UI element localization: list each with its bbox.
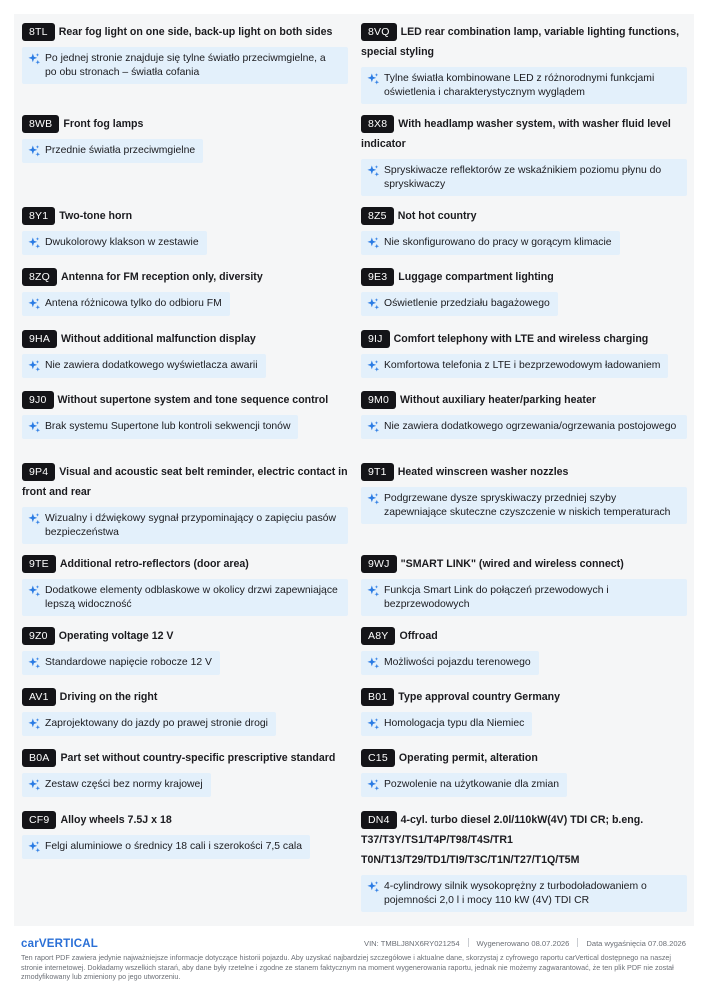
vin-text: VIN: TMBLJ8NX6RY021254 (364, 939, 460, 948)
sparkle-icon (27, 52, 41, 66)
equipment-item (22, 748, 348, 797)
equipment-item (361, 687, 687, 736)
equipment-code-badge: CF9 (22, 811, 56, 829)
equipment-code-badge: 8VQ (361, 23, 397, 41)
equipment-description-text: Zestaw części bez normy krajowej (45, 779, 203, 790)
equipment-description (361, 292, 558, 316)
equipment-title-row (22, 748, 348, 768)
equipment-title: Visual and acoustic seat belt reminder, electric contact in front and rear (22, 466, 348, 498)
equipment-title: Comfort telephony with LTE and wireless charging (393, 333, 649, 345)
sparkle-icon (366, 164, 380, 178)
sparkle-icon (27, 236, 41, 250)
equipment-description (361, 712, 532, 736)
equipment-title: Luggage compartment lighting (398, 271, 554, 283)
equipment-code-badge: B01 (361, 688, 394, 706)
equipment-description-text: Wizualny i dźwiękowy sygnał przypominający o zapięciu pasów bezpieczeństwa (45, 513, 337, 538)
equipment-title-row (361, 462, 687, 482)
sparkle-icon (27, 512, 41, 526)
equipment-item (22, 810, 348, 859)
equipment-code-badge: 9WJ (361, 555, 397, 573)
equipment-title-row (361, 22, 687, 62)
disclaimer-text: Ten raport PDF zawiera jedynie najważniejsze informacje dotyczące historii pojazdu. Aby uzyskać najbardziej szczegółowe i aktualne dane, skorzystaj z cyfrowego raportu carVertical dostępnego na naszej stronie internetowej. Dokładamy wszelkich starań, aby dane były rzetelne i zgodne ze stanem faktycznym na moment wygenerowania raportu, jednak nie możemy zagwarantować, że ten plik PDF nie został zmodyfikowany lub zmieniony po jego utworzeniu. (21, 953, 674, 982)
equipment-code-badge: 8WB (22, 115, 59, 133)
equipment-title-row (361, 114, 687, 154)
equipment-description-text: Felgi aluminiowe o średnicy 18 cali i szerokości 7,5 cala (45, 841, 302, 852)
equipment-description (361, 415, 687, 439)
equipment-item (22, 687, 348, 736)
sparkle-icon (366, 584, 380, 598)
equipment-item (361, 267, 687, 316)
equipment-title-row (361, 390, 687, 410)
equipment-code-badge: 9T1 (361, 463, 394, 481)
equipment-title: 4-cyl. turbo diesel 2.0l/110kW(4V) TDI CR; b.eng. T37/T3Y/TS1/T4P/T98/T4S/TR1 T0N/T13/T29/TD1/TI9/T3C/T1N/T27/T1Q/T5M (361, 814, 644, 866)
sparkle-icon (27, 144, 41, 158)
sparkle-icon (27, 359, 41, 373)
meta-divider (468, 938, 469, 947)
equipment-item (361, 114, 687, 196)
equipment-description-text: Po jednej stronie znajduje się tylne światło przeciwmgielne, a po obu stronach – światła cofania (45, 53, 326, 78)
sparkle-icon (27, 717, 41, 731)
equipment-description-text: Przednie światła przeciwmgielne (45, 145, 196, 156)
equipment-title: Additional retro-reflectors (door area) (59, 558, 249, 570)
sparkle-icon (366, 717, 380, 731)
equipment-description-text: Oświetlenie przedziału bagażowego (384, 298, 550, 309)
equipment-description-text: Dodatkowe elementy odblaskowe w okolicy drzwi zapewniające lepszą widoczność (45, 585, 338, 610)
equipment-title-row (22, 687, 348, 707)
equipment-item (361, 626, 687, 675)
equipment-code-badge: A8Y (361, 627, 395, 645)
sparkle-icon (27, 656, 41, 670)
generated-date: Wygenerowano 08.07.2026 (476, 939, 570, 948)
equipment-description (361, 579, 687, 616)
equipment-title: Two-tone horn (59, 210, 133, 222)
equipment-title-row (22, 554, 348, 574)
equipment-title-row (22, 626, 348, 646)
sparkle-icon (27, 584, 41, 598)
sparkle-icon (366, 236, 380, 250)
equipment-description (22, 415, 298, 439)
equipment-title: LED rear combination lamp, variable lighting functions, special styling (361, 26, 680, 58)
equipment-description (22, 139, 203, 163)
equipment-title-row (361, 329, 687, 349)
equipment-title: Without additional malfunction display (61, 333, 256, 345)
equipment-description (22, 835, 310, 859)
sparkle-icon (366, 492, 380, 506)
sparkle-icon (27, 297, 41, 311)
equipment-description (22, 579, 348, 616)
equipment-description-text: Antena różnicowa tylko do odbioru FM (45, 298, 222, 309)
equipment-description (22, 231, 207, 255)
equipment-description-text: Nie skonfigurowano do pracy w gorącym klimacie (384, 237, 612, 248)
equipment-item (22, 267, 348, 316)
equipment-description (22, 507, 348, 544)
equipment-item (361, 554, 687, 616)
equipment-title: Offroad (399, 630, 438, 642)
equipment-title: Driving on the right (59, 691, 158, 703)
equipment-item (22, 626, 348, 675)
equipment-description-text: Tylne światła kombinowane LED z różnorodnymi funkcjami oświetlenia i charakterystycznym wyglądem (384, 73, 655, 98)
equipment-code-badge: 9P4 (22, 463, 55, 481)
equipment-code-badge: 9E3 (361, 268, 394, 286)
equipment-description (22, 712, 276, 736)
equipment-description-text: Komfortowa telefonia z LTE i bezprzewodowym ładowaniem (384, 360, 661, 371)
equipment-code-badge: 9Z0 (22, 627, 55, 645)
equipment-description-text: Możliwości pojazdu terenowego (384, 657, 531, 668)
equipment-description (22, 773, 211, 797)
equipment-title: Heated winscreen washer nozzles (397, 466, 569, 478)
equipment-description-text: Spryskiwacze reflektorów ze wskaźnikiem poziomu płynu do spryskiwaczy (384, 165, 662, 190)
equipment-item (361, 810, 687, 912)
equipment-title-row (22, 810, 348, 830)
equipment-code-badge: 8Z5 (361, 207, 394, 225)
sparkle-icon (366, 656, 380, 670)
meta-divider (577, 938, 578, 947)
equipment-description (22, 354, 266, 378)
equipment-code-badge: AV1 (22, 688, 56, 706)
equipment-title-row (22, 206, 348, 226)
equipment-item (361, 748, 687, 797)
equipment-item (22, 206, 348, 255)
equipment-title: Without supertone system and tone sequence control (57, 394, 329, 406)
sparkle-icon (366, 778, 380, 792)
equipment-description-text: 4-cylindrowy silnik wysokoprężny z turbodoładowaniem o pojemności 2,0 l i mocy 110 kW (4V) TDI CR (384, 881, 647, 906)
equipment-description (361, 354, 668, 378)
sparkle-icon (27, 778, 41, 792)
sparkle-icon (366, 72, 380, 86)
equipment-item (22, 390, 348, 439)
equipment-description-text: Funkcja Smart Link do połączeń przewodowych i bezprzewodowych (384, 585, 609, 610)
equipment-title: Operating voltage 12 V (58, 630, 174, 642)
equipment-title: Operating permit, alteration (398, 752, 538, 764)
equipment-description (361, 67, 687, 104)
equipment-title: Not hot country (397, 210, 477, 222)
sparkle-icon (366, 359, 380, 373)
equipment-item (22, 22, 348, 84)
equipment-description-text: Podgrzewane dysze spryskiwaczy przedniej szyby zapewniające skuteczne czyszczenie w niskich temperaturach (384, 493, 671, 518)
equipment-title: Rear fog light on one side, back-up light on both sides (58, 26, 333, 38)
equipment-code-badge: 8X8 (361, 115, 394, 133)
equipment-code-badge: B0A (22, 749, 56, 767)
equipment-description-text: Dwukolorowy klakson w zestawie (45, 237, 199, 248)
equipment-description-text: Standardowe napięcie robocze 12 V (45, 657, 212, 668)
sparkle-icon (366, 297, 380, 311)
equipment-title: Type approval country Germany (398, 691, 560, 703)
equipment-code-badge: 9IJ (361, 330, 390, 348)
equipment-description-text: Brak systemu Supertone lub kontroli sekwencji tonów (45, 421, 291, 432)
equipment-description-text: Homologacja typu dla Niemiec (384, 718, 525, 729)
equipment-title-row (361, 810, 687, 870)
equipment-description (361, 231, 620, 255)
equipment-item (22, 329, 348, 378)
equipment-item (361, 206, 687, 255)
equipment-code-badge: 9M0 (361, 391, 396, 409)
equipment-title-row (361, 626, 687, 646)
equipment-description-text: Nie zawiera dodatkowego ogrzewania/ogrzewania postojowego (384, 421, 677, 432)
equipment-item (361, 390, 687, 439)
equipment-item (361, 329, 687, 378)
equipment-description (361, 651, 539, 675)
sparkle-icon (27, 420, 41, 434)
equipment-title: Alloy wheels 7.5J x 18 (60, 814, 172, 826)
sparkle-icon (27, 840, 41, 854)
equipment-title: With headlamp washer system, with washer fluid level indicator (361, 118, 671, 150)
equipment-description-text: Pozwolenie na użytkowanie dla zmian (384, 779, 560, 790)
equipment-description (361, 773, 567, 797)
equipment-title: Antenna for FM reception only, diversity (61, 271, 263, 283)
equipment-title-row (361, 748, 687, 768)
equipment-code-badge: 8Y1 (22, 207, 55, 225)
sparkle-icon (366, 420, 380, 434)
equipment-code-badge: 8TL (22, 23, 55, 41)
equipment-description (22, 292, 230, 316)
equipment-code-badge: DN4 (361, 811, 397, 829)
equipment-title: Part set without country-specific prescriptive standard (60, 752, 336, 764)
equipment-title-row (22, 390, 348, 410)
equipment-item (361, 22, 687, 104)
carvertical-logo: carVERTICAL (21, 938, 98, 950)
equipment-title-row (22, 329, 348, 349)
expiry-date: Data wygaśnięcia 07.08.2026 (586, 939, 686, 948)
equipment-title: "SMART LINK" (wired and wireless connect) (400, 558, 624, 570)
equipment-title-row (361, 206, 687, 226)
equipment-item (22, 554, 348, 616)
equipment-description (361, 875, 687, 912)
equipment-title-row (22, 114, 348, 134)
equipment-title-row (22, 22, 348, 42)
equipment-sheet (14, 14, 694, 926)
equipment-description (361, 487, 687, 524)
sparkle-icon (366, 880, 380, 894)
equipment-title-row (22, 267, 348, 287)
equipment-code-badge: 8ZQ (22, 268, 57, 286)
equipment-title-row (361, 687, 687, 707)
equipment-item (22, 114, 348, 163)
equipment-description (361, 159, 687, 196)
equipment-code-badge: 9TE (22, 555, 56, 573)
equipment-title-row (22, 462, 348, 502)
equipment-code-badge: 9HA (22, 330, 57, 348)
report-meta (364, 938, 686, 948)
equipment-description-text: Zaprojektowany do jazdy po prawej stronie drogi (45, 718, 268, 729)
equipment-title: Front fog lamps (63, 118, 144, 130)
equipment-code-badge: 9J0 (22, 391, 54, 409)
equipment-title: Without auxiliary heater/parking heater (400, 394, 596, 406)
equipment-title-row (361, 267, 687, 287)
equipment-description (22, 47, 348, 84)
equipment-item (361, 462, 687, 524)
equipment-title-row (361, 554, 687, 574)
equipment-code-badge: C15 (361, 749, 395, 767)
equipment-item (22, 462, 348, 544)
equipment-description (22, 651, 220, 675)
equipment-description-text: Nie zawiera dodatkowego wyświetlacza awarii (45, 360, 258, 371)
